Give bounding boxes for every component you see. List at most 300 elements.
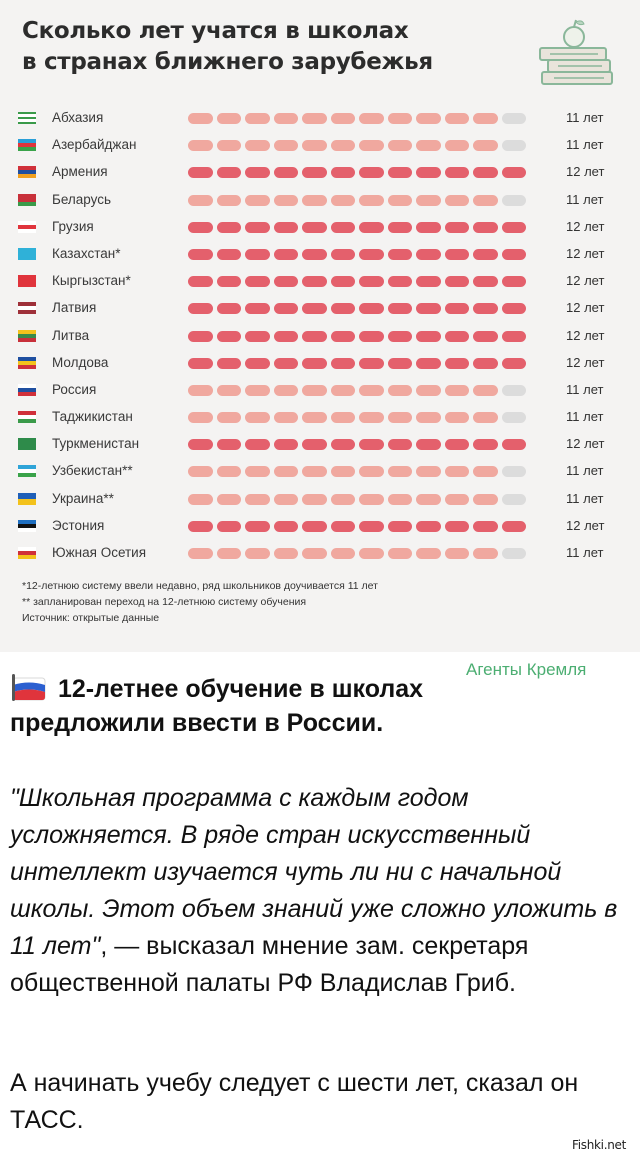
- country-row: [0, 377, 640, 404]
- bar-segment: [473, 521, 498, 532]
- bar-segment: [188, 140, 213, 151]
- years-bar: [188, 385, 526, 396]
- bar-segment: [245, 412, 270, 423]
- bar-segment: [416, 303, 441, 314]
- flag-icon: [18, 547, 36, 559]
- bar-segment: [445, 385, 470, 396]
- source-note: Источник: открытые данные: [22, 612, 160, 624]
- bar-segment: [359, 331, 384, 342]
- bar-segment: [416, 412, 441, 423]
- years-bar: [188, 303, 526, 314]
- country-name: Туркменистан: [52, 436, 140, 452]
- bar-segment: [188, 331, 213, 342]
- headline-line-2: предложили ввести в России.: [10, 709, 384, 737]
- bar-segment: [188, 222, 213, 233]
- bar-segment: [274, 195, 299, 206]
- bar-segment: [245, 494, 270, 505]
- bar-segment: [502, 385, 527, 396]
- bar-segment: [445, 195, 470, 206]
- bar-segment: [502, 113, 527, 124]
- years-bar: [188, 276, 526, 287]
- years-bar: [188, 548, 526, 559]
- flag-icon: [18, 194, 36, 206]
- bar-segment: [502, 439, 527, 450]
- bar-segment: [359, 385, 384, 396]
- bar-segment: [473, 140, 498, 151]
- country-name: Кыргызстан*: [52, 273, 131, 289]
- country-name: Латвия: [52, 300, 97, 316]
- bar-segment: [245, 303, 270, 314]
- bar-segment: [416, 331, 441, 342]
- bar-segment: [274, 548, 299, 559]
- bar-segment: [473, 222, 498, 233]
- years-label: 12 лет: [566, 218, 605, 234]
- flag-icon: [18, 112, 36, 124]
- years-bar: [188, 249, 526, 260]
- bar-segment: [445, 521, 470, 532]
- bar-segment: [217, 548, 242, 559]
- bar-segment: [217, 303, 242, 314]
- bar-segment: [302, 466, 327, 477]
- years-bar: [188, 439, 526, 450]
- bar-segment: [416, 548, 441, 559]
- country-row: [0, 350, 640, 377]
- bar-segment: [245, 385, 270, 396]
- bar-segment: [274, 521, 299, 532]
- bar-segment: [217, 167, 242, 178]
- country-name: Казахстан*: [52, 245, 121, 261]
- bar-segment: [331, 140, 356, 151]
- bar-segment: [473, 494, 498, 505]
- bar-segment: [245, 276, 270, 287]
- books-apple-icon: [534, 18, 620, 94]
- years-label: 12 лет: [566, 273, 605, 289]
- post-paragraph-quote: [10, 780, 630, 1002]
- bar-segment: [416, 140, 441, 151]
- bar-segment: [245, 113, 270, 124]
- bar-segment: [473, 358, 498, 369]
- years-bar: [188, 140, 526, 151]
- bar-segment: [217, 412, 242, 423]
- bar-segment: [502, 303, 527, 314]
- bar-segment: [359, 249, 384, 260]
- flag-icon: [18, 465, 36, 477]
- bar-segment: [473, 385, 498, 396]
- bar-segment: [359, 412, 384, 423]
- bar-segment: [388, 439, 413, 450]
- bar-segment: [331, 412, 356, 423]
- country-name: Таджикистан: [52, 409, 133, 425]
- bar-segment: [388, 494, 413, 505]
- bar-segment: [302, 494, 327, 505]
- bar-segment: [331, 167, 356, 178]
- bar-segment: [245, 331, 270, 342]
- bar-segment: [188, 113, 213, 124]
- bar-segment: [302, 276, 327, 287]
- bar-segment: [331, 331, 356, 342]
- country-name: Литва: [52, 327, 90, 343]
- bar-segment: [302, 412, 327, 423]
- channel-name-link[interactable]: Агенты Кремля: [466, 660, 587, 679]
- bar-segment: [473, 548, 498, 559]
- bar-segment: [473, 303, 498, 314]
- years-label: 11 лет: [566, 381, 604, 397]
- bar-segment: [274, 385, 299, 396]
- bar-segment: [416, 195, 441, 206]
- flag-icon: [18, 384, 36, 396]
- country-name: Узбекистан**: [52, 463, 133, 479]
- country-row: [0, 540, 640, 567]
- flag-icon: [18, 139, 36, 151]
- bar-segment: [188, 548, 213, 559]
- bar-segment: [302, 113, 327, 124]
- title-line-1: Сколько лет учатся в школах: [22, 18, 409, 44]
- bar-segment: [502, 140, 527, 151]
- bar-segment: [217, 494, 242, 505]
- bar-segment: [502, 249, 527, 260]
- bar-segment: [274, 249, 299, 260]
- country-row: [0, 486, 640, 513]
- bar-segment: [502, 331, 527, 342]
- bar-segment: [388, 222, 413, 233]
- bar-segment: [217, 195, 242, 206]
- bar-segment: [359, 276, 384, 287]
- country-name: Армения: [52, 164, 108, 180]
- bar-segment: [502, 167, 527, 178]
- bar-segment: [217, 385, 242, 396]
- years-label: 11 лет: [566, 137, 604, 153]
- bar-segment: [445, 412, 470, 423]
- bar-segment: [473, 331, 498, 342]
- bar-segment: [416, 113, 441, 124]
- bar-segment: [359, 195, 384, 206]
- bar-segment: [302, 195, 327, 206]
- country-name: Молдова: [52, 354, 109, 370]
- bar-segment: [331, 548, 356, 559]
- bar-segment: [217, 140, 242, 151]
- post-paragraph-2: А начинать учебу следует с шести лет, сказал он ТАСС.: [10, 1069, 579, 1134]
- bar-segment: [388, 466, 413, 477]
- flag-icon: [18, 411, 36, 423]
- country-row: [0, 404, 640, 431]
- bar-segment: [445, 331, 470, 342]
- years-bar: [188, 466, 526, 477]
- years-label: 12 лет: [566, 354, 605, 370]
- bar-segment: [388, 385, 413, 396]
- bar-segment: [245, 222, 270, 233]
- bar-segment: [502, 276, 527, 287]
- bar-segment: [473, 113, 498, 124]
- flag-icon: [18, 275, 36, 287]
- bar-segment: [302, 222, 327, 233]
- bar-segment: [359, 113, 384, 124]
- years-label: 11 лет: [566, 463, 604, 479]
- flag-icon: [18, 357, 36, 369]
- post-headline: [10, 672, 630, 740]
- bar-segment: [388, 276, 413, 287]
- bar-segment: [388, 521, 413, 532]
- bar-segment: [188, 303, 213, 314]
- bar-segment: [302, 249, 327, 260]
- bar-segment: [245, 140, 270, 151]
- bar-segment: [473, 195, 498, 206]
- bar-segment: [502, 358, 527, 369]
- years-bar: [188, 222, 526, 233]
- years-bar: [188, 494, 526, 505]
- bar-segment: [188, 167, 213, 178]
- bar-segment: [331, 276, 356, 287]
- country-name: Беларусь: [52, 191, 112, 207]
- bar-segment: [502, 548, 527, 559]
- bar-segment: [331, 303, 356, 314]
- country-name: Украина**: [52, 490, 114, 506]
- footnote-1: *12-летнюю систему ввели недавно, ряд школьников доучивается 11 лет: [22, 580, 378, 592]
- bar-segment: [388, 140, 413, 151]
- country-row: [0, 187, 640, 214]
- bar-segment: [331, 439, 356, 450]
- years-label: 11 лет: [566, 191, 604, 207]
- bar-segment: [274, 466, 299, 477]
- bar-segment: [445, 439, 470, 450]
- bar-segment: [245, 521, 270, 532]
- country-row: [0, 105, 640, 132]
- bar-segment: [245, 358, 270, 369]
- country-row: [0, 132, 640, 159]
- country-name: Южная Осетия: [52, 545, 147, 560]
- years-label: 11 лет: [566, 110, 604, 125]
- bar-segment: [302, 385, 327, 396]
- bar-segment: [245, 195, 270, 206]
- bar-segment: [473, 167, 498, 178]
- years-bar: [188, 113, 526, 124]
- country-name: Абхазия: [52, 110, 104, 125]
- bar-segment: [473, 439, 498, 450]
- country-row: [0, 214, 640, 241]
- bar-segment: [217, 439, 242, 450]
- flag-icon: [18, 493, 36, 505]
- bar-segment: [245, 548, 270, 559]
- years-bar: [188, 331, 526, 342]
- bar-segment: [445, 167, 470, 178]
- bar-segment: [445, 140, 470, 151]
- bar-segment: [359, 466, 384, 477]
- bar-segment: [359, 222, 384, 233]
- bar-segment: [359, 439, 384, 450]
- country-name: Россия: [52, 381, 97, 397]
- bar-segment: [245, 466, 270, 477]
- bar-segment: [502, 222, 527, 233]
- flag-icon: [18, 221, 36, 233]
- country-name: Эстония: [52, 517, 105, 533]
- bar-segment: [331, 385, 356, 396]
- bar-segment: [502, 494, 527, 505]
- bar-segment: [274, 494, 299, 505]
- years-bar: [188, 521, 526, 532]
- bar-segment: [217, 358, 242, 369]
- infographic-title: [22, 16, 502, 78]
- bar-segment: [473, 249, 498, 260]
- bar-segment: [388, 358, 413, 369]
- bar-segment: [445, 494, 470, 505]
- bar-segment: [188, 249, 213, 260]
- bar-segment: [359, 358, 384, 369]
- years-label: 12 лет: [566, 245, 605, 261]
- flag-icon: [18, 438, 36, 450]
- bar-segment: [416, 222, 441, 233]
- bar-segment: [217, 249, 242, 260]
- years-label: 12 лет: [566, 164, 605, 180]
- bar-segment: [359, 140, 384, 151]
- bar-segment: [274, 140, 299, 151]
- bar-segment: [217, 466, 242, 477]
- bar-segment: [416, 167, 441, 178]
- bar-segment: [188, 358, 213, 369]
- flag-icon: [18, 248, 36, 260]
- quote-text: "Школьная программа с каждым годом усложняется. В ряде стран искусственный интеллект изучается чуть ли ни с начальной школы. Этот объем знаний уже сложно уложить в 11 лет": [10, 784, 618, 960]
- country-row: [0, 431, 640, 458]
- bar-segment: [359, 548, 384, 559]
- watermark: Fishki.net: [572, 1138, 627, 1152]
- bar-segment: [388, 412, 413, 423]
- bar-segment: [217, 521, 242, 532]
- bar-segment: [388, 303, 413, 314]
- bar-segment: [188, 466, 213, 477]
- flag-icon: [18, 330, 36, 342]
- country-row: [0, 268, 640, 295]
- bar-segment: [416, 276, 441, 287]
- bar-segment: [188, 521, 213, 532]
- country-row: [0, 323, 640, 350]
- bar-segment: [188, 276, 213, 287]
- bar-segment: [445, 222, 470, 233]
- country-row: [0, 159, 640, 186]
- bar-segment: [473, 276, 498, 287]
- years-label: 11 лет: [566, 490, 604, 506]
- bar-segment: [359, 494, 384, 505]
- bar-segment: [388, 331, 413, 342]
- bar-segment: [388, 113, 413, 124]
- bar-segment: [274, 358, 299, 369]
- bar-segment: [217, 222, 242, 233]
- bar-segment: [388, 548, 413, 559]
- post-body: [0, 652, 640, 1160]
- country-name: Азербайджан: [52, 137, 137, 153]
- years-label: 11 лет: [566, 409, 604, 425]
- bar-segment: [502, 412, 527, 423]
- bar-segment: [274, 412, 299, 423]
- country-row: [0, 241, 640, 268]
- bar-segment: [274, 303, 299, 314]
- footnotes: [22, 578, 378, 626]
- flag-icon: [18, 520, 36, 532]
- years-label: 11 лет: [566, 545, 604, 560]
- years-label: 12 лет: [566, 517, 605, 533]
- flag-icon: [18, 302, 36, 314]
- years-bar: [188, 412, 526, 423]
- bar-segment: [274, 276, 299, 287]
- bar-segment: [302, 140, 327, 151]
- bar-segment: [302, 167, 327, 178]
- bar-segment: [217, 113, 242, 124]
- bar-segment: [302, 358, 327, 369]
- bar-segment: [445, 113, 470, 124]
- bar-segment: [359, 521, 384, 532]
- bar-segment: [331, 466, 356, 477]
- country-row: [0, 295, 640, 322]
- bar-segment: [416, 385, 441, 396]
- bar-segment: [445, 303, 470, 314]
- bar-segment: [245, 439, 270, 450]
- bar-segment: [359, 303, 384, 314]
- bar-segment: [274, 331, 299, 342]
- bar-segment: [473, 412, 498, 423]
- bar-segment: [188, 385, 213, 396]
- bar-segment: [331, 195, 356, 206]
- bar-segment: [217, 276, 242, 287]
- years-bar: [188, 195, 526, 206]
- bar-segment: [388, 167, 413, 178]
- years-label: 12 лет: [566, 300, 605, 316]
- bar-segment: [302, 303, 327, 314]
- bar-segment: [331, 521, 356, 532]
- bar-segment: [416, 439, 441, 450]
- bar-segment: [359, 167, 384, 178]
- bar-segment: [331, 249, 356, 260]
- footnote-2: ** запланирован переход на 12-летнюю систему обучения: [22, 596, 307, 608]
- years-bar: [188, 358, 526, 369]
- bar-segment: [502, 521, 527, 532]
- bar-segment: [302, 331, 327, 342]
- country-row: [0, 458, 640, 485]
- bar-segment: [188, 195, 213, 206]
- bar-segment: [445, 276, 470, 287]
- bar-segment: [302, 439, 327, 450]
- bar-segment: [274, 113, 299, 124]
- bar-segment: [416, 466, 441, 477]
- bar-segment: [445, 358, 470, 369]
- country-list: [0, 105, 640, 567]
- bar-segment: [331, 222, 356, 233]
- bar-segment: [274, 222, 299, 233]
- years-bar: [188, 167, 526, 178]
- bar-segment: [217, 331, 242, 342]
- bar-segment: [274, 167, 299, 178]
- quote-attribution: , — высказал мнение зам. секретаря общественной палаты РФ Владислав Гриб.: [10, 932, 529, 997]
- bar-segment: [416, 494, 441, 505]
- bar-segment: [188, 494, 213, 505]
- flag-icon: [18, 166, 36, 178]
- bar-segment: [302, 521, 327, 532]
- years-label: 12 лет: [566, 327, 605, 343]
- bar-segment: [302, 548, 327, 559]
- bar-segment: [416, 521, 441, 532]
- bar-segment: [388, 249, 413, 260]
- bar-segment: [445, 466, 470, 477]
- bar-segment: [274, 439, 299, 450]
- title-line-2: в странах ближнего зарубежья: [22, 49, 433, 75]
- bar-segment: [388, 195, 413, 206]
- bar-segment: [473, 466, 498, 477]
- bar-segment: [416, 249, 441, 260]
- bar-segment: [445, 249, 470, 260]
- bar-segment: [245, 167, 270, 178]
- country-name: Грузия: [52, 218, 94, 234]
- bar-segment: [245, 249, 270, 260]
- bar-segment: [188, 412, 213, 423]
- years-label: 12 лет: [566, 436, 605, 452]
- bar-segment: [416, 358, 441, 369]
- headline-line-1: 12-летнее обучение в школах: [58, 675, 424, 703]
